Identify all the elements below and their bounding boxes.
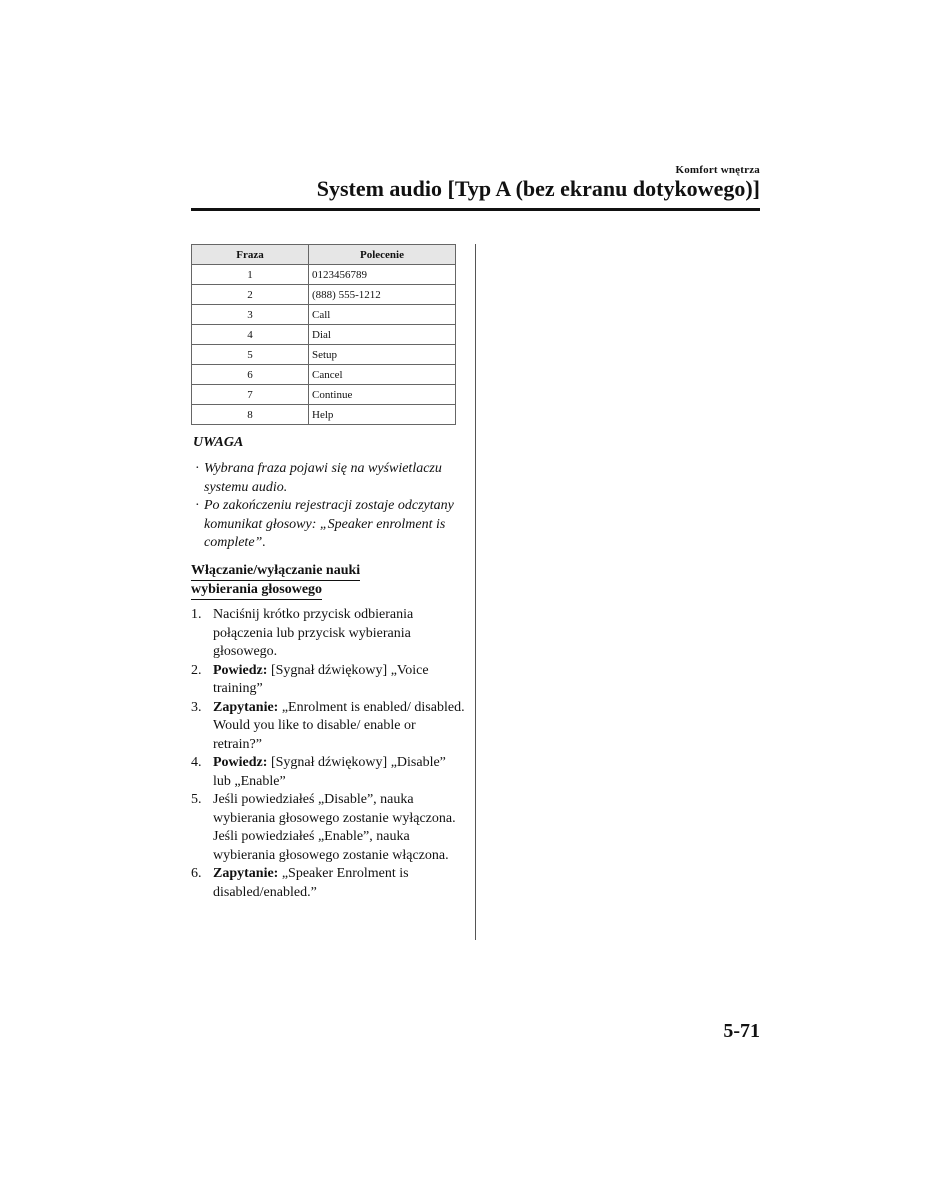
phrase-cell: 6: [192, 365, 309, 385]
note-text: Po zakończeniu rejestracji zostaje odczytany komunikat głosowy: „Speaker enrolment is complete”.: [204, 498, 454, 550]
list-item: [191, 662, 466, 699]
step-text: „Enrolment is enabled/ disabled. Would you like to disable/ enable or retrain?”: [213, 699, 465, 752]
section-subheading: [191, 562, 360, 600]
note-text: Wybrana fraza pojawi się na wyświetlaczu systemu audio.: [204, 461, 442, 495]
table-row: [192, 385, 456, 405]
step-keyword: Zapytanie:: [213, 699, 279, 715]
list-item: [191, 865, 466, 902]
command-cell: Dial: [309, 325, 456, 345]
step-text: „Speaker Enrolment is disabled/enabled.”: [213, 866, 409, 900]
phrase-cell: 2: [192, 285, 309, 305]
table-row: [192, 365, 456, 385]
page-number: 5-71: [723, 1020, 760, 1042]
step-text: [Sygnał dźwiękowy] „Disable” lub „Enable”: [213, 755, 446, 789]
list-item: [191, 699, 466, 755]
command-cell: Continue: [309, 385, 456, 405]
step-text: Jeśli powiedziałeś „Disable”, nauka wybierania głosowego zostanie wyłączona.: [213, 792, 456, 826]
step-keyword: Powiedz:: [213, 755, 268, 770]
step-number: 5.: [191, 792, 202, 807]
page-title: System audio [Typ A (bez ekranu dotykowego)]: [316, 176, 760, 201]
list-item: [191, 791, 466, 865]
step-number: 1.: [191, 607, 202, 622]
steps-list: [191, 606, 466, 902]
phrase-cell: 1: [192, 265, 309, 285]
table-row: [192, 325, 456, 345]
phrase-command-table: [191, 244, 456, 425]
section-label: Komfort wnętrza: [675, 164, 760, 176]
table-row: [192, 405, 456, 425]
note-title: UWAGA: [193, 435, 244, 450]
bullet-icon: ·: [195, 498, 200, 513]
title-rule: [191, 208, 760, 211]
command-cell: Help: [309, 405, 456, 425]
step-text: Naciśnij krótko przycisk odbierania połączenia lub przycisk wybierania głosowego.: [213, 607, 414, 659]
table-header-row: [192, 245, 456, 265]
note-item: [195, 460, 460, 497]
command-cell: Setup: [309, 345, 456, 365]
phrase-cell: 4: [192, 325, 309, 345]
step-number: 6.: [191, 866, 202, 881]
command-cell: 0123456789: [309, 265, 456, 285]
table-row: [192, 305, 456, 325]
table-row: [192, 345, 456, 365]
step-keyword: Powiedz:: [213, 662, 268, 678]
table-row: [192, 265, 456, 285]
column-header: Fraza: [192, 245, 309, 265]
step-number: 3.: [191, 699, 202, 715]
command-cell: Call: [309, 305, 456, 325]
table-row: [192, 285, 456, 305]
column-divider: [475, 244, 476, 940]
command-cell: Cancel: [309, 365, 456, 385]
step-keyword: Zapytanie:: [213, 866, 279, 881]
phrase-cell: 3: [192, 305, 309, 325]
subheading-line: Włączanie/wyłączanie nauki: [191, 562, 360, 581]
step-number: 2.: [191, 662, 202, 678]
step-number: 4.: [191, 755, 202, 770]
column-header: Polecenie: [309, 245, 456, 265]
phrase-cell: 8: [192, 405, 309, 425]
note-list: [195, 460, 460, 553]
note-item: [195, 497, 460, 553]
list-item: [191, 754, 466, 791]
phrase-cell: 7: [192, 385, 309, 405]
phrase-cell: 5: [192, 345, 309, 365]
command-cell: (888) 555-1212: [309, 285, 456, 305]
step-text: Jeśli powiedziałeś „Enable”, nauka wybierania głosowego zostanie włączona.: [213, 829, 449, 863]
subheading-line: wybierania głosowego: [191, 581, 322, 600]
step-text: [Sygnał dźwiękowy] „Voice training”: [213, 662, 429, 696]
list-item: [191, 606, 466, 662]
bullet-icon: ·: [195, 461, 200, 476]
